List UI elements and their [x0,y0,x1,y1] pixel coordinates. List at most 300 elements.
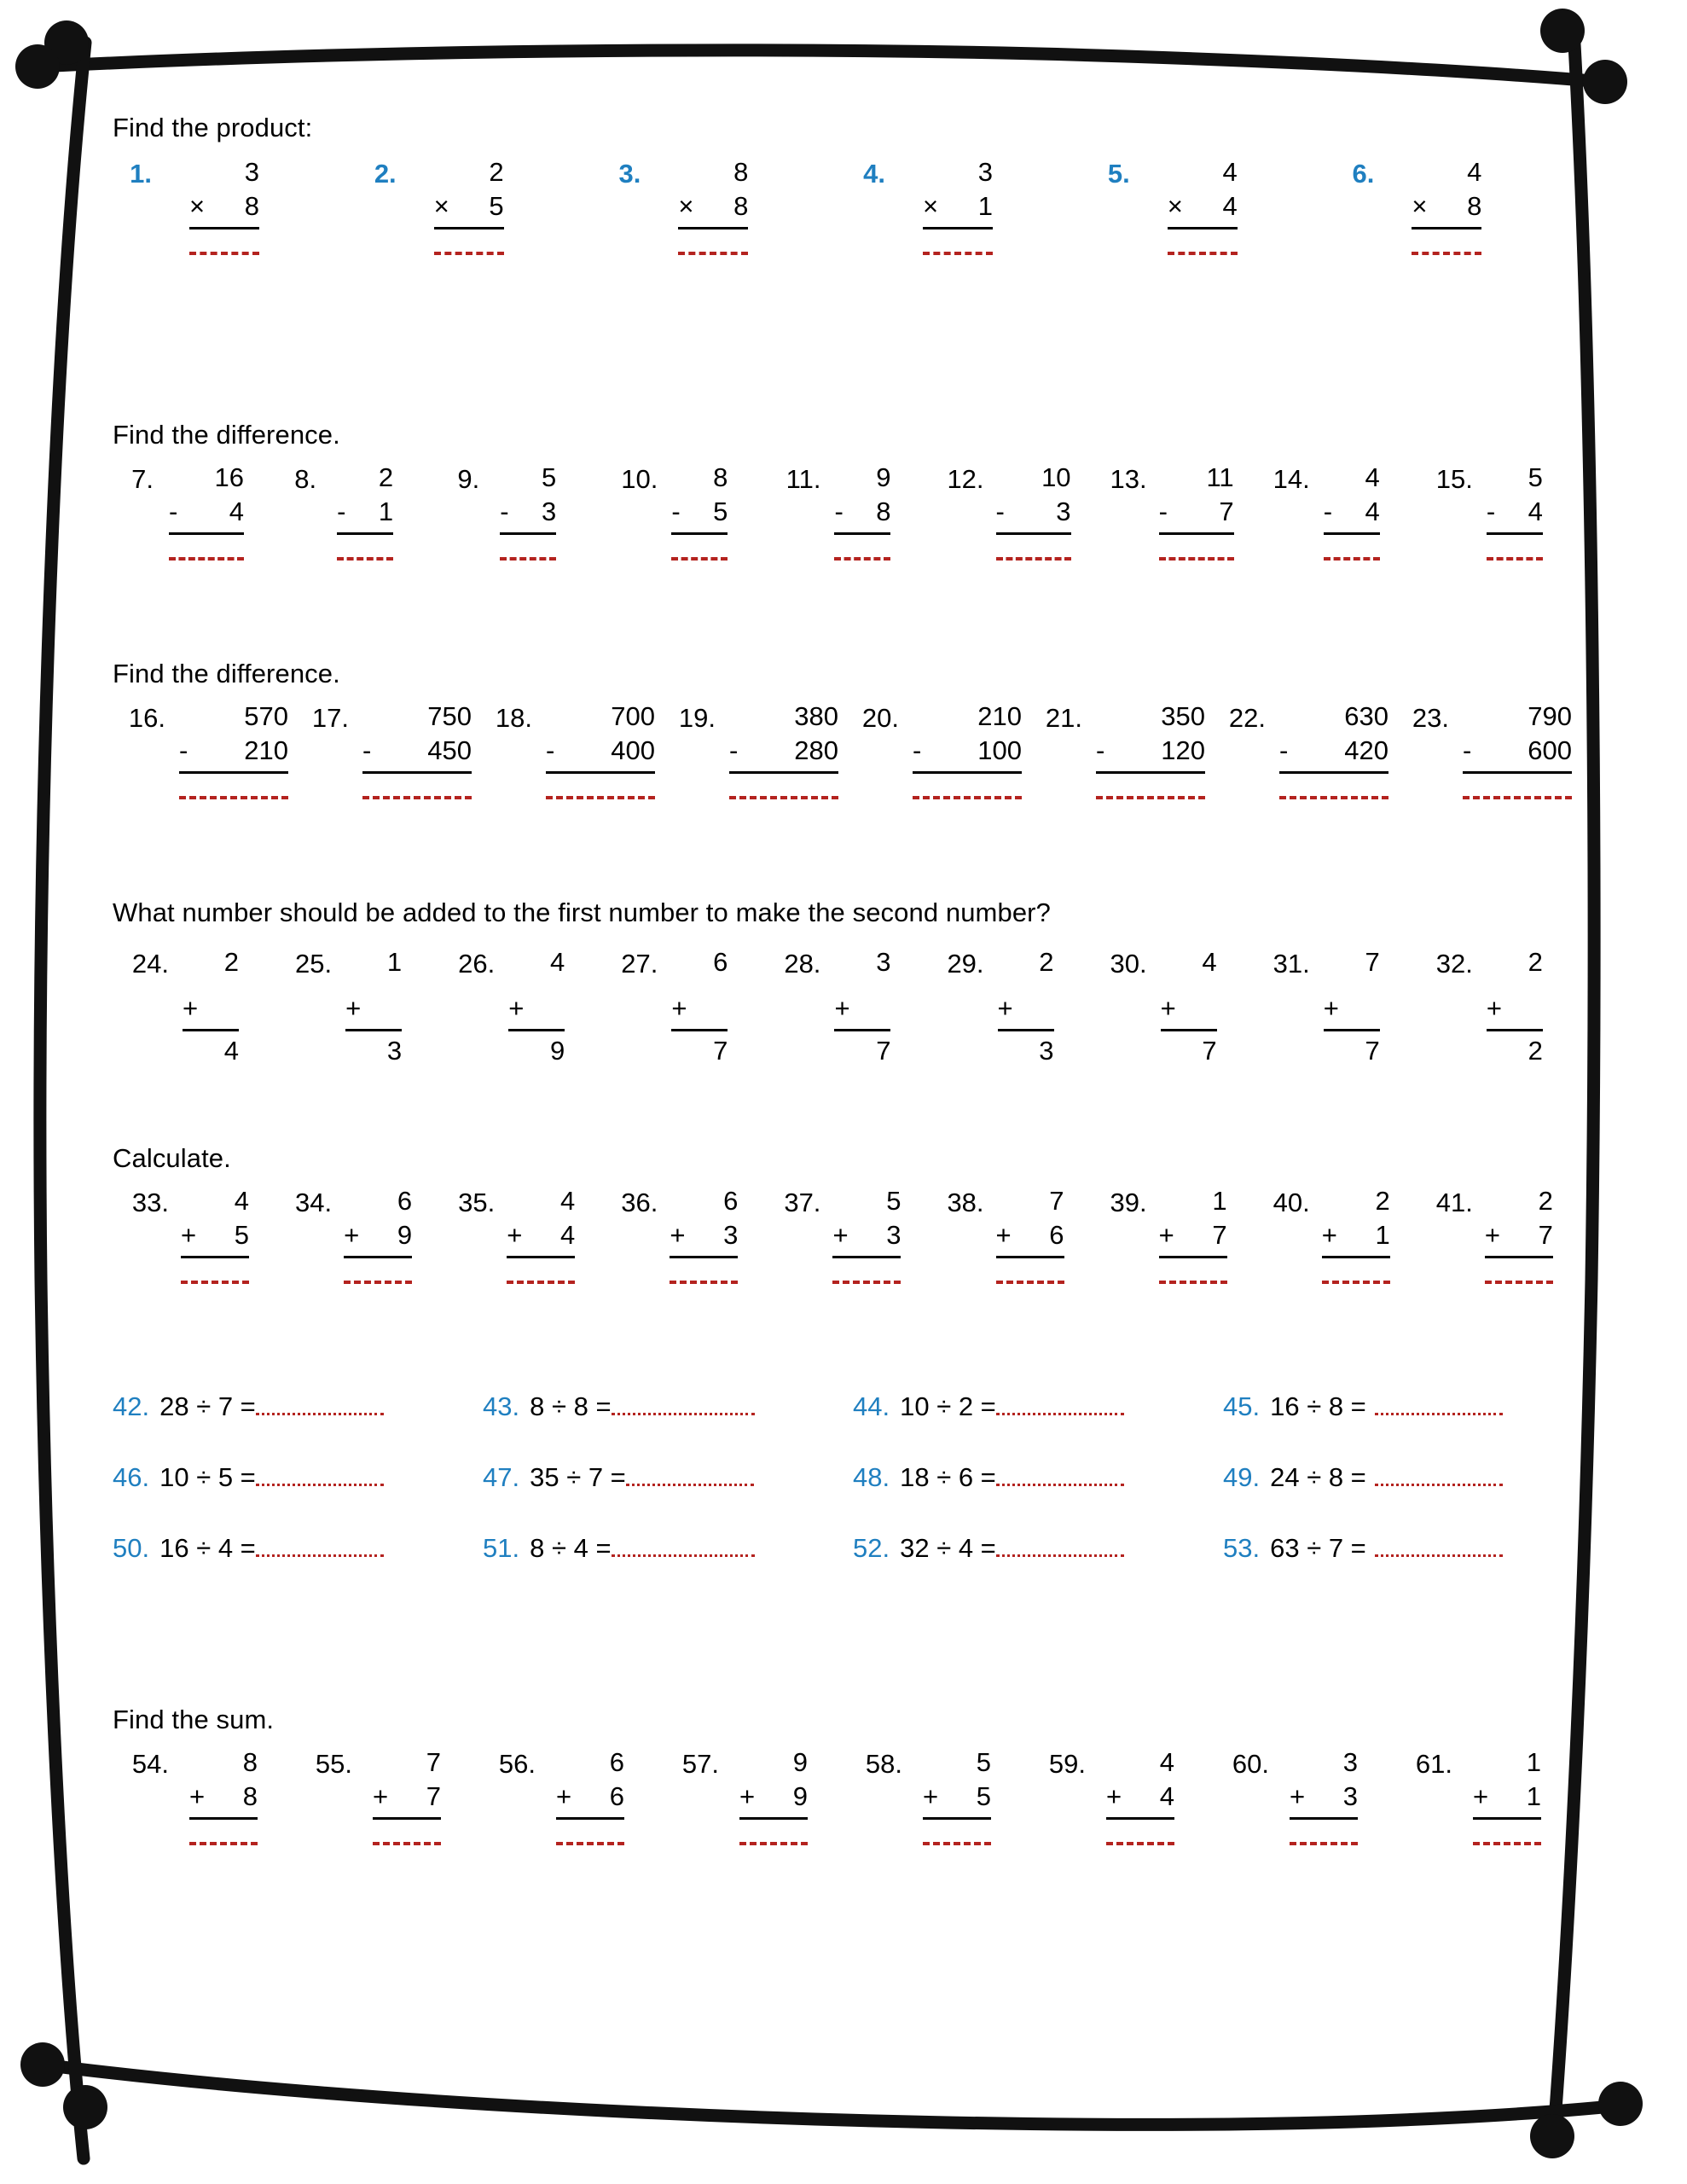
answer-blank[interactable] [337,557,393,561]
problem-row [113,461,1580,561]
problem-number: 32. [1435,949,1473,979]
problem-41[interactable] [1417,1184,1580,1284]
division-expression: 28 ÷ 7 = [159,1391,256,1421]
operator-symbol: + [1486,993,1502,1023]
answer-blank[interactable] [923,1842,991,1845]
problem-3[interactable] [601,155,846,255]
operator-symbol: - [169,497,178,526]
operand-top: 4 [549,947,565,977]
missing-addend-blank[interactable] [558,991,565,1025]
operand-bottom: 7 [1212,1220,1227,1250]
answer-blank[interactable] [612,1391,755,1415]
problem-21[interactable] [1029,700,1213,799]
problem-37[interactable] [764,1184,927,1284]
problem-17[interactable] [296,700,479,799]
problem-number: 39. [1110,1188,1147,1217]
problem-53[interactable] [1223,1532,1564,1564]
operator-symbol: + [923,1781,939,1811]
problem-55[interactable] [296,1745,479,1845]
problem-number: 59. [1048,1749,1086,1779]
missing-addend-blank[interactable] [884,991,891,1025]
operation-rule [1106,1817,1174,1820]
problem-number: 21. [1045,703,1082,733]
operand-top: 9 [792,1747,808,1777]
problem-50[interactable] [113,1532,483,1564]
operand-top: 7 [1049,1186,1064,1216]
target-sum: 7 [876,1036,891,1066]
answer-blank[interactable] [189,1842,258,1845]
problem-19[interactable] [663,700,846,799]
answer-blank[interactable] [832,1281,901,1284]
operand-bottom-row [996,1218,1064,1252]
answer-blank[interactable] [500,557,556,561]
operator-symbol: + [189,1781,206,1811]
answer-blank[interactable] [671,557,728,561]
problem-number: 9. [457,464,480,494]
answer-blank[interactable] [996,557,1071,561]
operand-bottom: 210 [244,735,288,765]
problem-54[interactable] [113,1745,296,1845]
answer-blank[interactable] [169,557,244,561]
operation-rule [1463,771,1572,774]
operand-bottom: 4 [1528,497,1543,526]
problem-40[interactable] [1254,1184,1417,1284]
operand-bottom-row [556,1780,624,1814]
operand-bottom: 400 [611,735,655,765]
operand-bottom-row [434,189,504,224]
division-row-1 [113,1391,1580,1422]
problem-11[interactable] [764,461,927,561]
operand-top: 4 [559,1186,576,1216]
operand-bottom: 3 [886,1220,901,1250]
operand-bottom: 3 [541,497,557,526]
problem-61[interactable] [1396,1745,1580,1845]
answer-blank[interactable] [996,1461,1124,1486]
answer-blank[interactable] [1375,1461,1503,1486]
operator-symbol: + [834,993,850,1023]
problem-31[interactable] [1254,945,1417,1068]
operand-bottom-row [362,734,472,768]
answer-blank[interactable] [1168,252,1238,255]
operand-bottom: 4 [559,1220,576,1250]
answer-blank[interactable] [739,1842,808,1845]
section-title: Find the sum. [113,1705,275,1734]
problem-number: 5. [1107,159,1130,189]
operation-rule [169,532,244,535]
problem-27[interactable] [601,945,764,1068]
problem-number: 12. [947,464,984,494]
problem-row [113,1184,1580,1284]
operator-symbol: - [995,497,1005,526]
problem-number: 49. [1223,1462,1261,1492]
operand-bottom: 8 [1467,191,1482,221]
target-sum: 4 [223,1036,239,1066]
problem-number: 46. [113,1462,150,1492]
missing-addend-blank[interactable] [231,991,239,1025]
problem-number: 13. [1110,464,1147,494]
operand-top: 790 [1528,701,1572,731]
answer-blank[interactable] [1485,1281,1553,1284]
operator-symbol: - [834,497,844,526]
section-title: Find the difference. [113,420,340,450]
operator-symbol: + [1160,993,1176,1023]
problem-number: 11. [786,464,821,494]
answer-blank[interactable] [1159,1281,1227,1284]
operator-symbol: + [1323,993,1339,1023]
problem-number: 29. [947,949,984,979]
problem-39[interactable] [1091,1184,1254,1284]
problem-23[interactable] [1396,700,1580,799]
operand-bottom: 3 [723,1220,739,1250]
problem-number: 51. [483,1533,520,1563]
answer-blank[interactable] [1159,557,1234,561]
operator-symbol: × [923,191,939,221]
operation-rule [344,1256,412,1258]
problem-number: 52. [853,1533,890,1563]
operand-bottom: 8 [876,497,891,526]
operand-bottom-row [671,495,728,529]
operand-top: 350 [1161,701,1205,731]
operator-symbol: - [1158,497,1168,526]
problem-number: 4. [863,159,886,189]
operand-top: 700 [611,701,655,731]
operator-symbol: + [739,1781,756,1811]
problem-row [113,945,1580,1068]
problem-number: 38. [947,1188,984,1217]
missing-addend-blank[interactable] [1535,991,1543,1025]
answer-blank[interactable] [507,1281,575,1284]
problem-9[interactable] [438,461,601,561]
problem-number: 56. [498,1749,536,1779]
problem-number: 40. [1272,1188,1310,1217]
problem-43[interactable] [483,1391,853,1422]
missing-addend-blank[interactable] [394,991,402,1025]
operand-bottom-row [1463,734,1572,768]
answer-blank[interactable] [546,796,655,799]
operation-rule [729,771,838,774]
problem-10[interactable] [601,461,764,561]
operand-top: 4 [1159,1747,1174,1777]
problem-8[interactable] [275,461,438,561]
operation-rule [834,1029,890,1031]
problem-20[interactable] [846,700,1029,799]
problem-number: 57. [681,1749,719,1779]
operation-rule [1159,532,1234,535]
operand-bottom: 280 [794,735,838,765]
problem-16[interactable] [113,700,296,799]
problem-59[interactable] [1029,1745,1213,1845]
answer-blank[interactable] [729,796,838,799]
operand-bottom: 1 [1526,1781,1541,1811]
answer-blank[interactable] [996,1532,1124,1557]
answer-blank[interactable] [1412,252,1481,255]
problem-29[interactable] [928,945,1091,1068]
problem-6[interactable] [1335,155,1580,255]
operation-rule [671,1029,728,1031]
operand-top: 6 [397,1186,413,1216]
problem-30[interactable] [1091,945,1254,1068]
operand-bottom-row [1487,991,1543,1025]
operator-symbol: - [546,735,555,765]
operator-symbol: × [433,191,449,221]
operand-bottom: 6 [609,1781,624,1811]
operand-bottom: 4 [1365,497,1380,526]
problem-58[interactable] [846,1745,1029,1845]
operand-top: 11 [1206,462,1234,492]
operand-bottom-row [1106,1780,1174,1814]
problem-34[interactable] [275,1184,438,1284]
missing-addend-blank[interactable] [721,991,728,1025]
answer-blank[interactable] [556,1842,624,1845]
problem-44[interactable] [853,1391,1223,1422]
problem-28[interactable] [764,945,927,1068]
operation-rule [678,227,748,229]
operator-symbol: - [1463,735,1472,765]
answer-blank[interactable] [834,557,890,561]
section-division [113,1391,1580,1564]
operation-rule [183,1029,239,1031]
operation-rule [507,1256,575,1258]
problem-12[interactable] [928,461,1091,561]
problem-15[interactable] [1417,461,1580,561]
operand-top: 8 [242,1747,258,1777]
answer-blank[interactable] [626,1461,754,1486]
operation-rule [1322,1256,1390,1258]
operand-top: 2 [1528,947,1543,977]
section-calculate [113,1143,1580,1284]
problem-number: 26. [458,949,496,979]
operator-symbol: + [344,1220,360,1250]
operand-bottom-row [671,991,728,1025]
missing-addend-blank[interactable] [1046,991,1054,1025]
answer-blank[interactable] [913,796,1022,799]
answer-blank[interactable] [996,1281,1064,1284]
section-missing-addend [113,897,1580,1068]
operand-bottom: 120 [1161,735,1205,765]
problem-5[interactable] [1091,155,1336,255]
operation-rule [834,532,890,535]
problem-35[interactable] [438,1184,601,1284]
answer-blank[interactable] [256,1391,384,1415]
problem-number: 18. [495,703,532,733]
missing-addend-blank[interactable] [1209,991,1217,1025]
answer-blank[interactable] [670,1281,738,1284]
problem-13[interactable] [1091,461,1254,561]
operation-rule [179,771,288,774]
answer-blank[interactable] [344,1281,412,1284]
problem-14[interactable] [1254,461,1417,561]
problem-60[interactable] [1213,1745,1396,1845]
operand-bottom: 3 [1056,497,1071,526]
problem-52[interactable] [853,1532,1223,1564]
operand-bottom-row [1168,189,1238,224]
problem-36[interactable] [601,1184,764,1284]
problem-4[interactable] [846,155,1091,255]
answer-blank[interactable] [1463,796,1572,799]
problem-number: 42. [113,1391,150,1421]
answer-blank[interactable] [1473,1842,1541,1845]
division-expression: 8 ÷ 4 = [530,1533,612,1563]
operand-top: 5 [1528,462,1543,492]
problem-56[interactable] [479,1745,663,1845]
operation-rule [556,1817,624,1820]
operand-top: 5 [541,462,557,492]
problem-1[interactable] [113,155,357,255]
operand-bottom-row [1096,734,1205,768]
operation-rule [345,1029,402,1031]
problem-38[interactable] [928,1184,1091,1284]
operator-symbol: + [1290,1781,1306,1811]
operator-symbol: + [507,1220,523,1250]
problem-26[interactable] [438,945,601,1068]
operand-top: 4 [234,1186,249,1216]
problem-row [113,155,1580,255]
answer-blank[interactable] [181,1281,249,1284]
operator-symbol: + [997,993,1013,1023]
operation-rule [373,1817,441,1820]
operand-bottom-row [834,991,890,1025]
operand-bottom-row [1290,1780,1358,1814]
answer-blank[interactable] [612,1532,755,1557]
operation-rule [1279,771,1388,774]
answer-blank[interactable] [678,252,748,255]
operation-rule [1168,227,1238,229]
problem-number: 34. [295,1188,333,1217]
operand-top: 570 [244,701,288,731]
operand-top: 4 [1202,947,1217,977]
operand-top: 380 [794,701,838,731]
operator-symbol: - [1279,735,1289,765]
problem-45[interactable] [1223,1391,1564,1422]
answer-blank[interactable] [996,1391,1124,1415]
answer-blank[interactable] [1290,1842,1358,1845]
operand-bottom-row [923,1780,991,1814]
problem-number: 61. [1415,1749,1452,1779]
problem-number: 30. [1110,949,1147,979]
operation-rule [1161,1029,1217,1031]
operator-symbol: + [556,1781,572,1811]
operand-bottom-row [189,189,259,224]
operand-top: 1 [1212,1186,1227,1216]
problem-47[interactable] [483,1461,853,1493]
problem-25[interactable] [275,945,438,1068]
operator-symbol: + [671,993,687,1023]
answer-blank[interactable] [1375,1391,1503,1415]
answer-blank[interactable] [1487,557,1543,561]
operand-top: 2 [489,157,504,187]
problem-7[interactable] [113,461,275,561]
answer-blank[interactable] [1324,557,1380,561]
problem-18[interactable] [479,700,663,799]
operand-bottom-row [1485,1218,1553,1252]
problem-number: 33. [131,1188,169,1217]
operand-bottom-row [1473,1780,1541,1814]
answer-blank[interactable] [1106,1842,1174,1845]
operand-top: 630 [1344,701,1388,731]
problem-number: 8. [294,464,317,494]
answer-blank[interactable] [362,796,472,799]
problem-32[interactable] [1417,945,1580,1068]
operation-rule [189,1817,258,1820]
operand-bottom-row [923,189,993,224]
operand-bottom-row [344,1218,412,1252]
missing-addend-blank[interactable] [1372,991,1380,1025]
problem-number: 60. [1232,1749,1269,1779]
operand-bottom: 7 [1538,1220,1553,1250]
answer-blank[interactable] [256,1461,384,1486]
operator-symbol: + [181,1220,197,1250]
operand-bottom-row [913,734,1022,768]
problem-number: 31. [1272,949,1310,979]
problem-33[interactable] [113,1184,275,1284]
answer-blank[interactable] [189,252,259,255]
problem-46[interactable] [113,1461,483,1493]
section-title: Calculate. [113,1143,231,1173]
problem-22[interactable] [1213,700,1396,799]
problem-number: 7. [131,464,154,494]
operand-bottom-row [1487,495,1543,529]
operand-bottom-row [739,1780,808,1814]
problem-number: 27. [621,949,658,979]
problem-57[interactable] [663,1745,846,1845]
problem-24[interactable] [113,945,275,1068]
answer-blank[interactable] [1375,1532,1503,1557]
answer-blank[interactable] [373,1842,441,1845]
problem-49[interactable] [1223,1461,1564,1493]
operation-rule [998,1029,1054,1031]
problem-row [113,700,1580,799]
answer-blank[interactable] [256,1532,384,1557]
problem-number: 3. [618,159,641,189]
operation-rule [1290,1817,1358,1820]
operation-rule [923,1817,991,1820]
operation-rule [434,227,504,229]
operand-bottom-row [1159,495,1234,529]
answer-blank[interactable] [1322,1281,1390,1284]
problem-number: 17. [311,703,349,733]
answer-blank[interactable] [434,252,504,255]
operand-bottom-row [189,1780,258,1814]
operator-symbol: - [1486,497,1496,526]
operator-symbol: + [508,993,525,1023]
answer-blank[interactable] [179,796,288,799]
operand-bottom: 7 [1219,497,1234,526]
operand-bottom-row [181,1218,249,1252]
operand-bottom: 4 [1159,1781,1174,1811]
operation-rule [671,532,728,535]
operand-bottom: 4 [1222,191,1238,221]
operation-rule [1485,1256,1553,1258]
problem-51[interactable] [483,1532,853,1564]
operand-bottom: 9 [397,1220,413,1250]
problem-48[interactable] [853,1461,1223,1493]
target-sum: 9 [549,1036,565,1066]
problem-2[interactable] [357,155,602,255]
section-find-the-product [113,113,1580,255]
answer-blank[interactable] [1096,796,1205,799]
problem-42[interactable] [113,1391,483,1422]
problem-number: 1. [130,159,152,189]
operand-bottom: 3 [1342,1781,1358,1811]
target-sum: 3 [386,1036,403,1066]
answer-blank[interactable] [923,252,993,255]
operation-rule [996,1256,1064,1258]
operation-rule [337,532,393,535]
answer-blank[interactable] [1279,796,1388,799]
operation-rule [1096,771,1205,774]
problem-number: 43. [483,1391,520,1421]
operand-bottom-row [832,1218,901,1252]
